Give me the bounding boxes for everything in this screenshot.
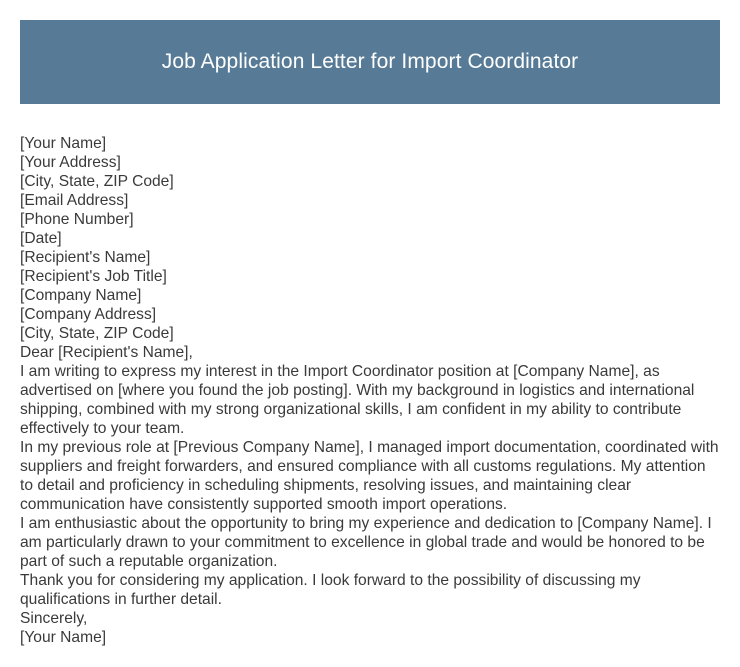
paragraph-experience: In my previous role at [Previous Company Name], I managed import documentation, coordinated with suppliers and freight forwarders, and ensured compliance with all customs regulations. My attention to detail and proficiency in scheduling shipments, resolving issues, and maintaining clear communication have consistently supported smooth import operations. [20,439,719,513]
header-banner [20,20,720,104]
letter-body [20,134,722,647]
page-title: Job Application Letter for Import Coordinator [161,50,579,73]
recipient-title: [Recipient's Job Title] [20,268,167,285]
company-address: [Company Address] [20,306,157,323]
company-city: [City, State, ZIP Code] [20,325,174,342]
sender-email: [Email Address] [20,192,129,209]
paragraph-enthusiasm: I am enthusiastic about the opportunity to bring my experience and dedication to [Company Name]. I am particularly drawn to your commitment to excellence in global trade and would be honored to be part of such a reputable organization. [20,515,712,570]
recipient-name: [Recipient's Name] [20,249,151,266]
letter-date: [Date] [20,230,62,247]
company-name: [Company Name] [20,287,142,304]
salutation: Dear [Recipient's Name], [20,344,193,361]
paragraph-intro: I am writing to express my interest in the Import Coordinator position at [Company Name], as advertised on [where you found the job posting]. With my background in logistics and international shipping, combined with my strong organizational skills, I am confident in my ability to contribute effectively to your team. [20,363,695,437]
sender-phone: [Phone Number] [20,211,134,228]
closing: Sincerely, [20,610,88,627]
sender-name: [Your Name] [20,135,107,152]
signature: [Your Name] [20,629,107,646]
paragraph-thanks: Thank you for considering my application. I look forward to the possibility of discussing my qualifications in further detail. [20,572,641,608]
sender-address: [Your Address] [20,154,121,171]
sender-city: [City, State, ZIP Code] [20,173,174,190]
